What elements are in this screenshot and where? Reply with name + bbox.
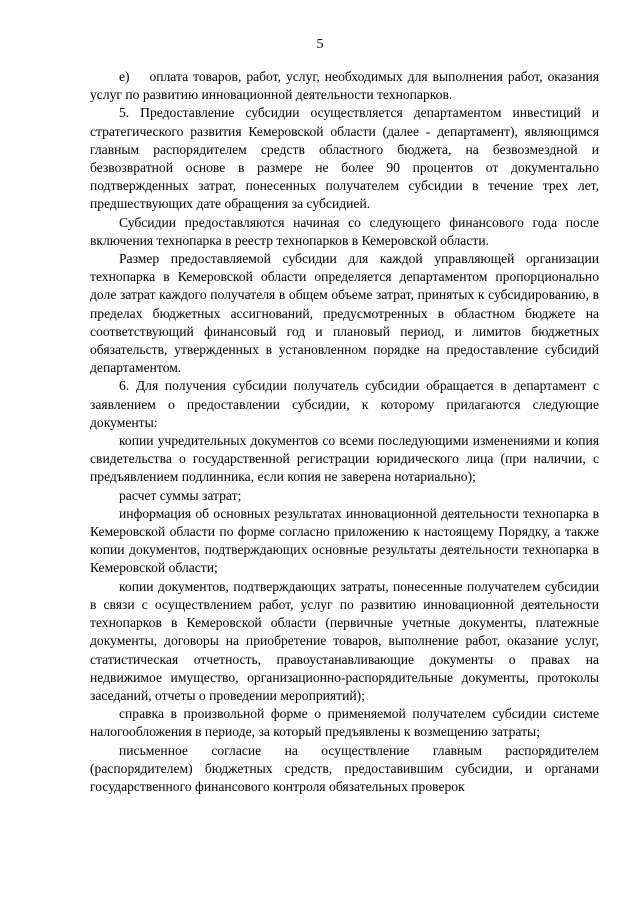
paragraph-results-information: информация об основных результатах инновационной деятельности технопарка в Кемеровской области по форме согласно приложению к настоящему Порядку, а также копии документов, подтверждающих основные результаты деятельности технопарка в Кемеровской области; [90, 505, 599, 576]
paragraph-tax-certificate: справка в произвольной форме о применяемой получателем субсидии системе налогообложения в периоде, за который предъявлены к возмещению затраты; [90, 706, 599, 740]
paragraph-subsidy-start: Субсидии предоставляются начиная со следующего финансового года после включения технопарка в реестр технопарков в Кемеровской области. [90, 214, 599, 248]
paragraph-subsidy-amount: Размер предоставляемой субсидии для каждой управляющей организации технопарка в Кемеровской области определяется департаментом пропорционально доле затрат каждого получателя в общем объеме затрат, принятых к субсидированию, в пределах бюджетных ассигнований, предусмотренных в областном бюджете на соответствующий финансовый год и плановый период, и лимитов бюджетных обязательств, утвержденных в установленном порядке на предоставление субсидий департаментом. [90, 251, 599, 376]
paragraph-written-consent: письменное согласие на осуществление главным распорядителем (распорядителем) бюджетных средств, предоставившим субсидии, и органами государственного финансового контроля обязательных проверок [90, 742, 599, 794]
paragraph-clause-5: 5. Предоставление субсидии осуществляется департаментом инвестиций и стратегического развития Кемеровской области (далее - департамент), являющимся главным распорядителем средств областного бюджета, на безвозмездной и безвозвратной основе в размере не более 90 процентов от документально подтвержденных затрат, понесенных получателем субсидии в течение трех лет, предшествующих дате обращения за субсидией. [90, 105, 599, 212]
paragraph-cost-calculation: расчет суммы затрат; [119, 487, 242, 503]
document-body [90, 68, 599, 796]
paragraph-founding-documents: копии учредительных документов со всеми последующими изменениями и копия свидетельства о государственной регистрации юридического лица (при наличии, с предъявлением подлинника, если копия не заверена нотариально); [90, 433, 599, 485]
paragraph-clause-6: 6. Для получения субсидии получатель субсидии обращается в департамент с заявлением о предоставлении субсидии, к которому прилагаются следующие документы: [90, 378, 599, 430]
paragraph-cost-documents: копии документов, подтверждающих затраты, понесенные получателем субсидии в связи с осуществлением работ, услуг по развитию инновационной деятельности технопарков в Кемеровской области (первичные учетные документы, платежные документы, договоры на приобретение товаров, выполнение работ, оказание услуг, статистическая отчетность, правоустанавливающие документы о правах на недвижимое имущество, организационно-распорядительные документы, протоколы заседаний, отчеты о проведении мероприятий); [90, 578, 599, 703]
page-number: 5 [316, 37, 324, 52]
paragraph-item-e: е) оплата товаров, работ, услуг, необходимых для выполнения работ, оказания услуг по развитию инновационной деятельности технопарков. [90, 69, 599, 103]
